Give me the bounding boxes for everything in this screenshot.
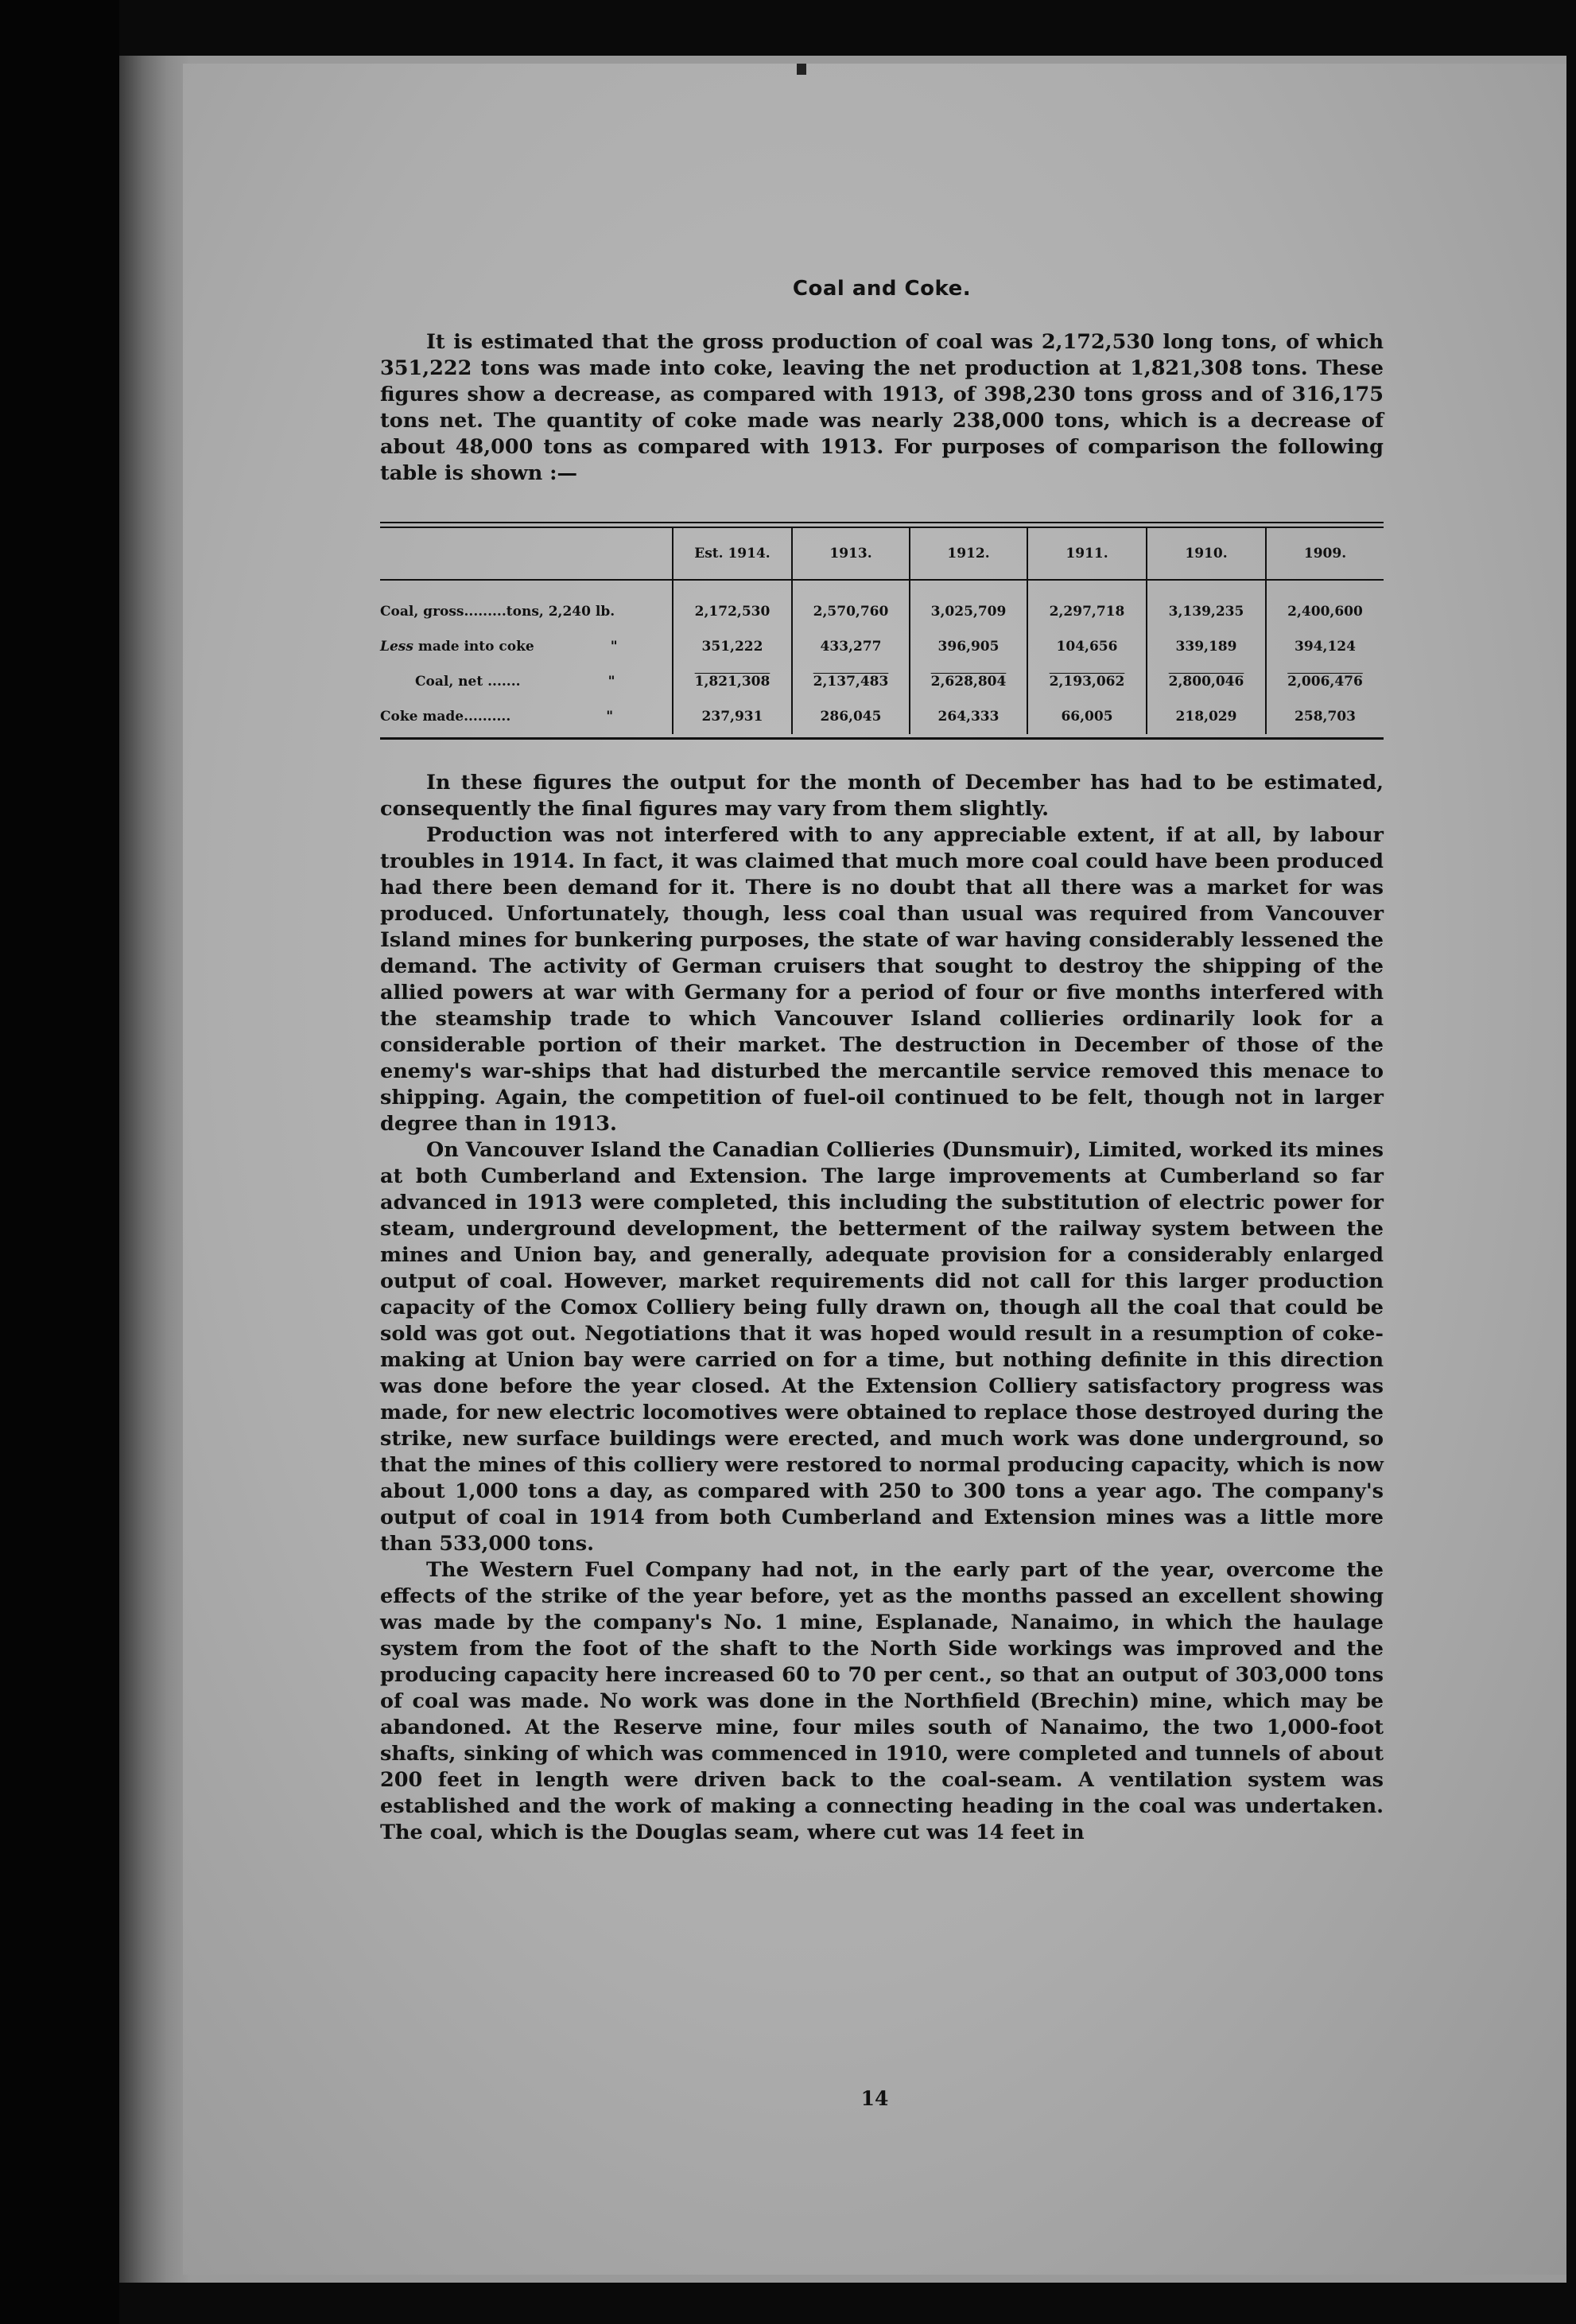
row-label: Coal, net ....... " xyxy=(415,674,615,690)
header-blank xyxy=(380,528,673,580)
header-1909: 1909. xyxy=(1266,528,1384,580)
table-header-row xyxy=(380,528,1384,580)
row-label: Coke made.......... " xyxy=(380,709,614,725)
header-est-1914: Est. 1914. xyxy=(673,528,792,580)
cell-value: 2,193,062 xyxy=(1027,664,1147,699)
cell-value: 2,570,760 xyxy=(792,580,910,629)
cell-value: 3,139,235 xyxy=(1147,580,1266,629)
cell-value: 2,800,046 xyxy=(1147,664,1266,699)
cell-value: 218,029 xyxy=(1147,699,1266,734)
scan-border-left xyxy=(0,0,119,2324)
body-paragraph: Production was not interfered with to any appreciable extent, if at all, by labour troubles in 1914. In fact, it was claimed that much more coal could have been produced had there been demand for it. There is no doubt that all there was a market for was produced. Unfortunately, though, less coal than usual was required from Vancouver Island mines for bunkering purposes, the state of war having considerably lessened the demand. The activity of German cruisers that sought to destroy the shipping of the allied powers at war with Germany for a period of four or five months interfered with the steamship trade to which Vancouver Island collieries ordinarily look for a considerable portion of their market. The destruction in December of those of the enemy's war-ships that had disturbed the mercantile service removed this menace to shipping. Again, the competition of fuel-oil continued to be felt, though not in larger degree than in 1913. xyxy=(380,823,1384,1136)
cell-value: 104,656 xyxy=(1027,629,1147,664)
cell-value: 394,124 xyxy=(1266,629,1384,664)
section-title: Coal and Coke. xyxy=(792,277,972,301)
body-paragraph: On Vancouver Island the Canadian Collieries (Dunsmuir), Limited, worked its mines at both Cumberland and Extension. The large improvements at Cumberland so far advanced in 1913 were completed, this including the substitution of electric power for steam, underground development, the betterment of the railway system between the mines and Union bay, and generally, adequate provision for a considerably enlarged output of coal. However, market requirements did not call for this larger production capacity of the Comox Colliery being fully drawn on, though all the coal that could be sold was got out. Negotiations that it was hoped would result in a resumption of coke-making at Union bay were carried on for a time, but nothing definite in this direction was done before the year closed. At the Extension Colliery satisfactory progress was made, for new electric locomotives were obtained to replace those destroyed during the strike, new surface buildings were erected, and much work was done underground, so that the mines of this colliery were restored to normal producing capacity, which is now about 1,000 tons a day, as compared with 250 to 300 tons a year ago. The company's output of coal in 1914 from both Cumberland and Extension mines was a little more than 533,000 tons. xyxy=(380,1138,1384,1556)
cell-value: 2,628,804 xyxy=(910,664,1027,699)
table-row-less-coke xyxy=(380,629,1384,664)
table-row-coal-gross xyxy=(380,580,1384,629)
cell-value: 2,172,530 xyxy=(673,580,792,629)
cell-value: 286,045 xyxy=(792,699,910,734)
cell-value: 264,333 xyxy=(910,699,1027,734)
header-1911: 1911. xyxy=(1027,528,1147,580)
cell-value: 66,005 xyxy=(1027,699,1147,734)
header-1912: 1912. xyxy=(910,528,1027,580)
row-label: Coal, gross.........tons, 2,240 lb. xyxy=(380,604,615,620)
cell-value: 2,006,476 xyxy=(1266,664,1384,699)
cell-value: 1,821,308 xyxy=(673,664,792,699)
body-paragraph: The Western Fuel Company had not, in the early part of the year, overcome the effects of the strike of the year before, yet as the months passed an excellent showing was made by the company's No. 1 mine, Esplanade, Nanaimo, in which the haulage system from the foot of the shaft to the North Side workings was improved and the producing capacity here increased 60 to 70 per cent., so that an output of 303,000 tons of coal was made. No work was done in the Northfield (Brechin) mine, which may be abandoned. At the Reserve mine, four miles south of Nanaimo, the two 1,000-foot shafts, sinking of which was commenced in 1910, were completed and tunnels of about 200 feet in length were driven back to the coal-seam. A ventilation system was established and the work of making a connecting heading in the coal was undertaken. The coal, which is the Douglas seam, where cut was 14 feet in xyxy=(380,1558,1384,1844)
intro-paragraph: It is estimated that the gross production of coal was 2,172,530 long tons, of which 351,222 tons was made into coke, leaving the net production at 1,821,308 tons. These figures show a decrease, as compared with 1913, of 398,230 tons gross and of 316,175 tons net. The quantity of coke made was nearly 238,000 tons, which is a decrease of about 48,000 tons as compared with 1913. For purposes of comparison the following table is shown :— xyxy=(380,330,1384,485)
cell-value: 237,931 xyxy=(673,699,792,734)
cell-value: 339,189 xyxy=(1147,629,1266,664)
document-page xyxy=(183,64,1566,2275)
header-1910: 1910. xyxy=(1147,528,1266,580)
cell-value: 433,277 xyxy=(792,629,910,664)
cell-value: 396,905 xyxy=(910,629,1027,664)
header-1913: 1913. xyxy=(792,528,910,580)
table-row-coke-made xyxy=(380,699,1384,734)
table-row-coal-net xyxy=(380,664,1384,699)
table-bottom-rule xyxy=(380,737,1384,740)
cell-value: 2,297,718 xyxy=(1027,580,1147,629)
body-paragraph: In these figures the output for the month of December has had to be estimated, consequently the final figures may vary from them slightly. xyxy=(380,771,1384,821)
comparison-table-block xyxy=(380,522,1384,740)
scan-mark xyxy=(797,64,806,75)
cell-value: 2,400,600 xyxy=(1266,580,1384,629)
table-top-rule xyxy=(380,522,1384,528)
row-label: Less made into coke " xyxy=(380,639,618,655)
page-content xyxy=(380,277,1384,1846)
cell-value: 2,137,483 xyxy=(792,664,910,699)
page-number: 14 xyxy=(860,2087,889,2110)
cell-value: 3,025,709 xyxy=(910,580,1027,629)
cell-value: 351,222 xyxy=(673,629,792,664)
cell-value: 258,703 xyxy=(1266,699,1384,734)
coal-coke-table xyxy=(380,528,1384,734)
